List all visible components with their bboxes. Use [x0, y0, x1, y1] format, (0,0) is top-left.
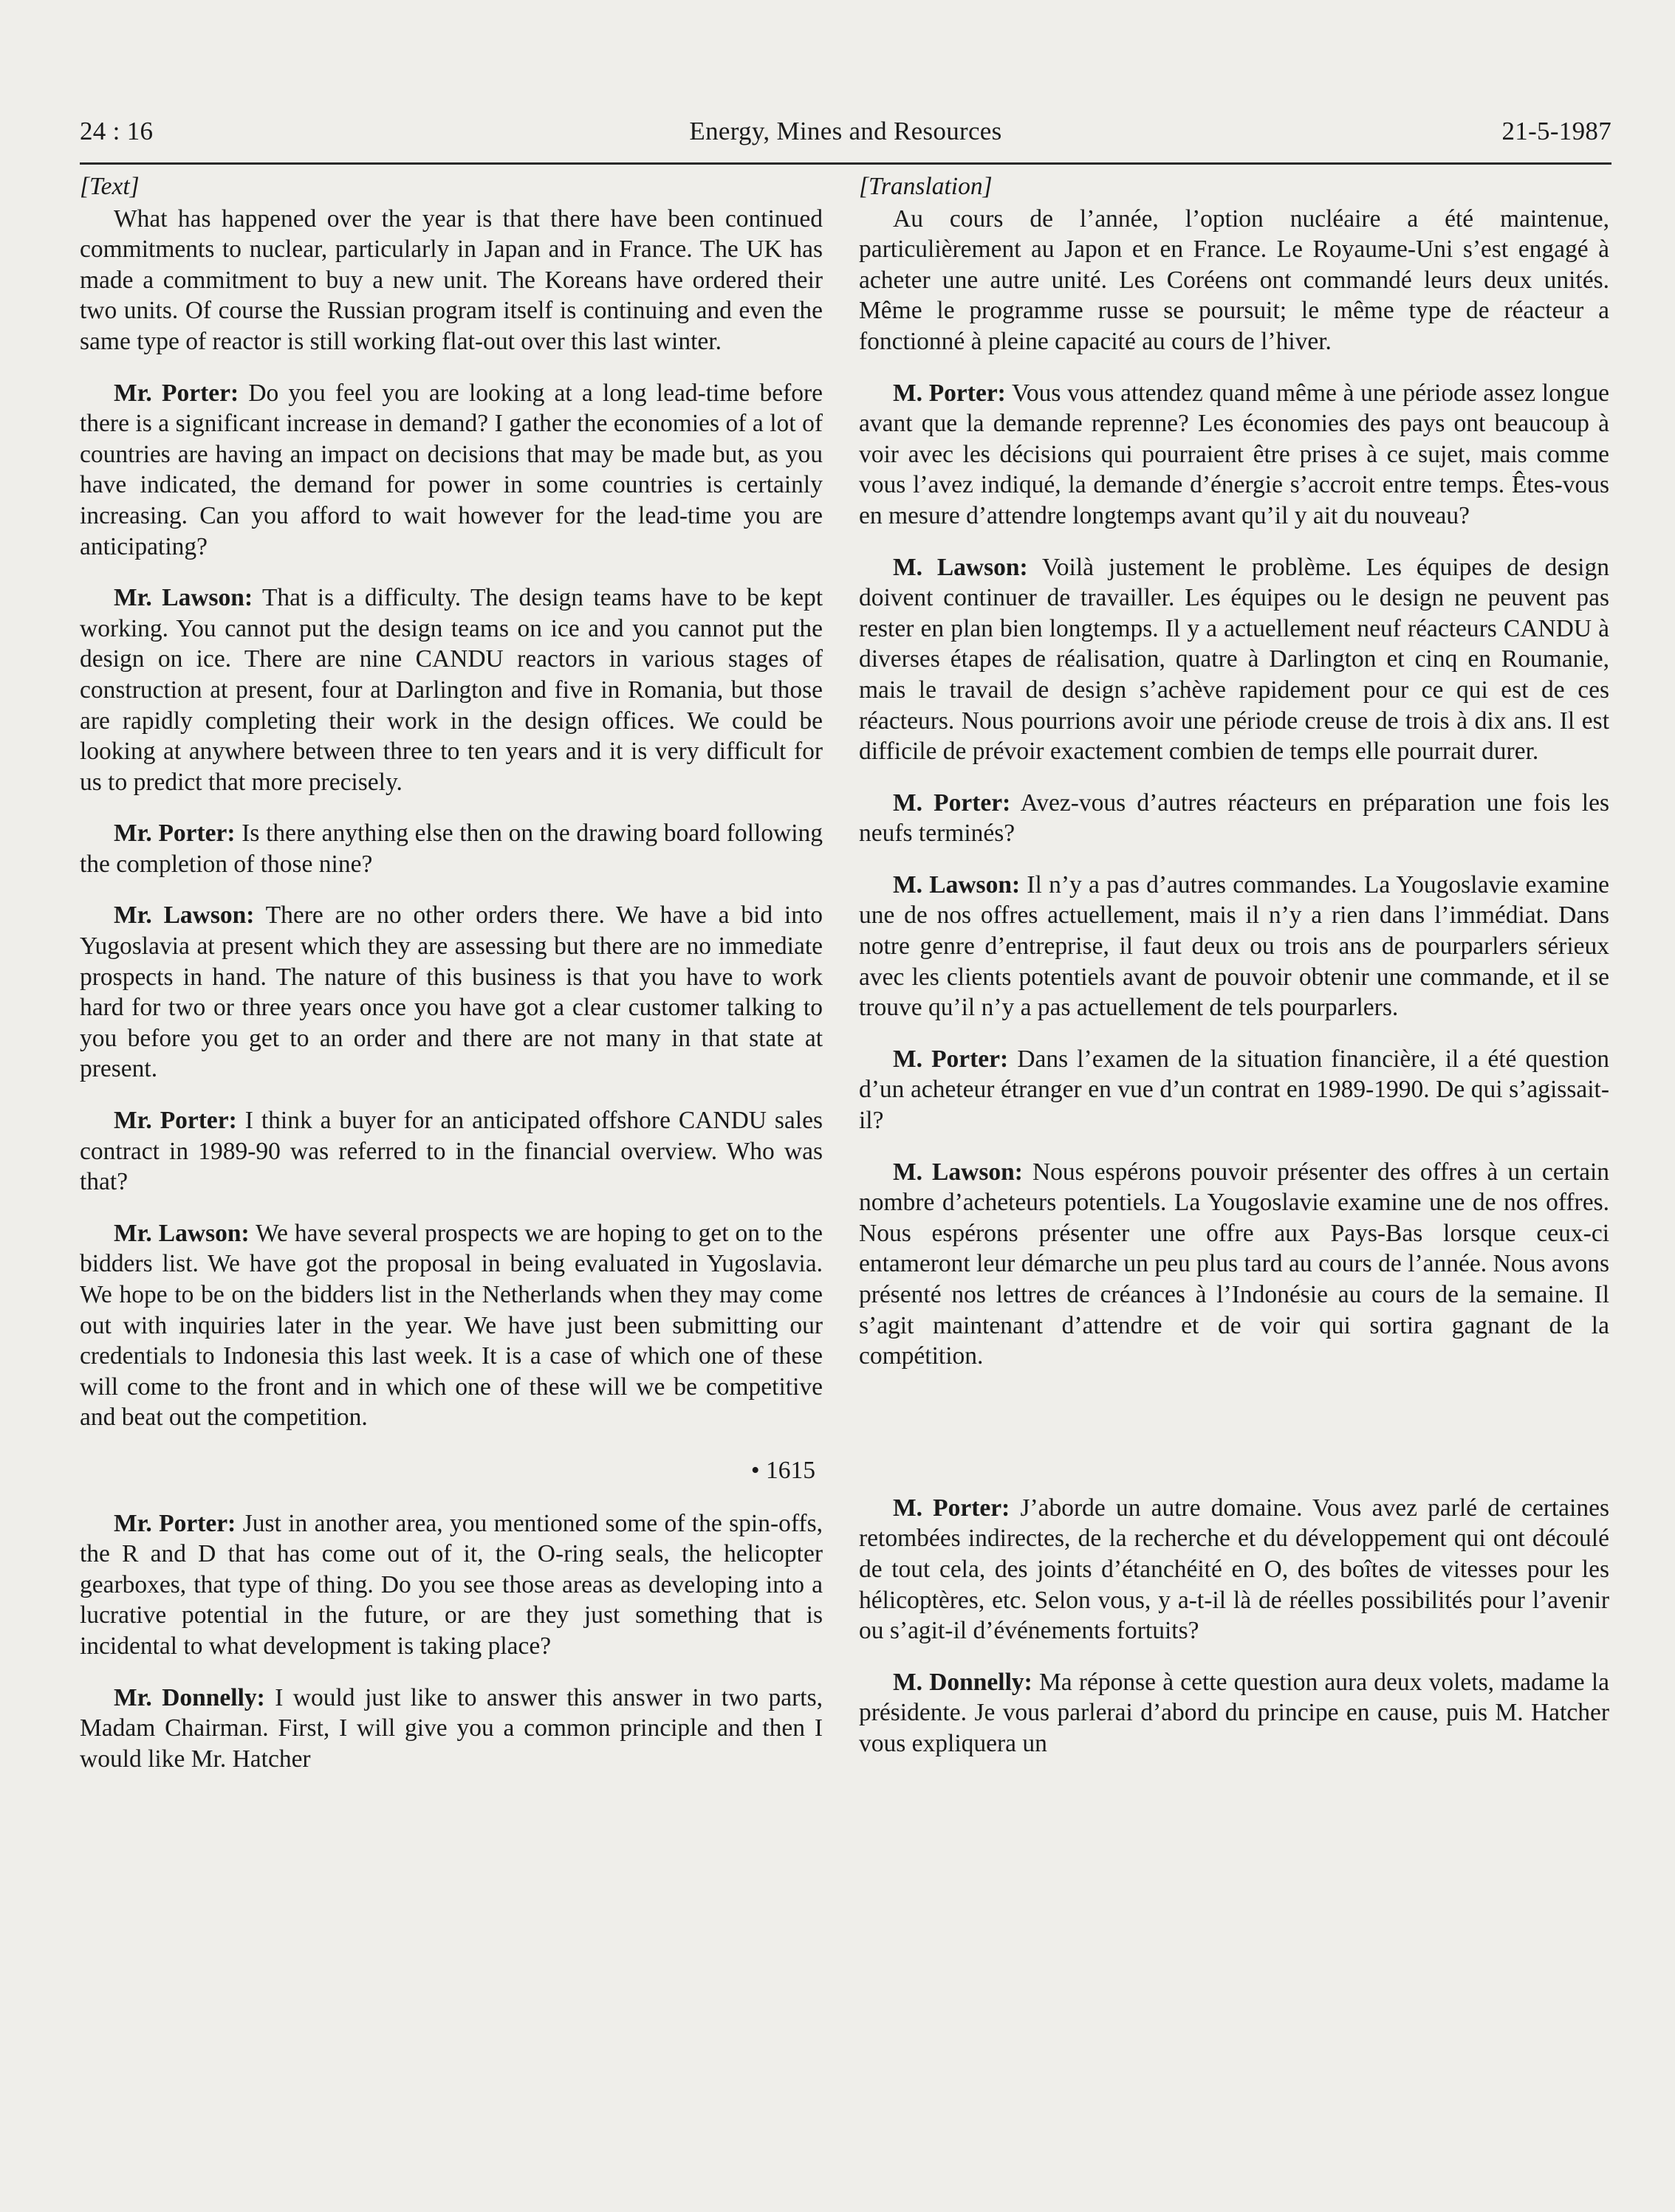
paragraph	[859, 378, 1609, 532]
speaker-name: M. Lawson:	[893, 553, 1028, 581]
left-column	[80, 171, 823, 1795]
paragraph-text: There are no other orders there. We have a bid into Yugoslavia at present which they are assessing but there are no immediate prospects in hand. The nature of this business is that you have to work hard for two or three years once you have got a clear customer talking to you before you get to an order and there are not many in that state at present.	[80, 901, 823, 1083]
paragraph-text: What has happened over the year is that there have been continued commitments to nuclear, particularly in Japan and in France. The UK has made a commitment to buy a new unit. The Koreans have ordered their two units. Of course the Russian program itself is continuing and even the same type of reactor is still working flat-out over this last winter.	[80, 205, 823, 355]
paragraph-text: J’aborde un autre domaine. Vous avez parlé de certaines retombées indirectes, de la recherche et du développement qui ont découlé de tout cela, des joints d’étanchéité en O, des boîtes de vitesses pour les hélicoptères, etc. Selon vous, y a-t-il là de réelles possibilités pour l’avenir ou s’agit-il d’événements fortuits?	[859, 1494, 1610, 1645]
speaker-name: M. Porter:	[893, 1045, 1009, 1073]
speaker-name: Mr. Porter:	[114, 379, 239, 407]
paragraph-text: Just in another area, you mentioned some of the spin-offs, the R and D that has come out of it, the O-ring seals, the helicopter gearboxes, that type of thing. Do you see those areas as developing into a lucrative potential in the future, or are they just something that is incidental to what development is taking place?	[80, 1509, 823, 1660]
paragraph-text: I think a buyer for an anticipated offshore CANDU sales contract in 1989-90 was referred to in the financial overview. Who was that?	[80, 1107, 823, 1196]
page-date: 21-5-1987	[1501, 117, 1611, 145]
section-label-text: [Text]	[80, 173, 140, 200]
speaker-name: M. Porter:	[893, 1494, 1010, 1522]
paragraph-text: Nous espérons pouvoir présenter des offres à un certain nombre d’acheteurs potentiels. La Yougoslavie examine une de nos offres. Nous espérons présenter une offre aux Pays-Bas lorsque ceux-ci entameront leur démarche un peu plus tard au cours de l’année. Nous avons présenté nos lettres de créances à l’Indonésie au cours de la semaine. Il s’agit maintenant d’attendre et de voir qui sortira gagnant de la compétition.	[859, 1158, 1610, 1370]
paragraph	[80, 583, 823, 797]
speaker-name: Mr. Lawson:	[114, 584, 253, 612]
speaker-name: M. Lawson:	[893, 1158, 1023, 1186]
paragraph	[859, 1157, 1609, 1372]
paragraph-text: Voilà justement le problème. Les équipes de design doivent continuer de travailler. Les équipes ou le design ne peuvent pas rester en plan bien longtemps. Il y a actuellement neuf réacteurs CANDU à diverses étapes de réalisation, quatre à Darlington et cinq en Roumanie, mais le travail de design s’achève rapidement pour ce qui est de ces réacteurs. Nous pourrions avoir une période creuse de trois à dix ans. Il est difficile de prévoir exactement combien de temps elle pourrait durer.	[859, 553, 1609, 766]
paragraph	[80, 818, 823, 879]
speaker-name: Mr. Porter:	[114, 1509, 236, 1537]
speaker-name: M. Donnelly:	[893, 1668, 1032, 1696]
time-marker: • 1615	[750, 1456, 815, 1484]
page-number: 24 : 16	[80, 117, 154, 145]
speaker-name: M. Porter:	[893, 379, 1006, 407]
paragraph-text: Vous vous attendez quand même à une période assez longue avant que la demande reprenne? Les économies des pays ont beaucoup à voir avec les décisions qui pourraient être prises à ce sujet, mais comme vous l’avez indiqué, la demande d’énergie s’accroit entre temps. Êtes-vous en mesure d’attendre longtemps avant qu’il y ait du nouveau?	[859, 379, 1609, 529]
speaker-name: Mr. Donnelly:	[114, 1683, 265, 1711]
paragraph-text: Do you feel you are looking at a long lead-time before there is a significant increase in demand? I gather the economies of a lot of countries are having an impact on decisions that may be made but, as you have indicated, the demand for power in some countries is certainly increasing. Can you afford to wait however for the lead-time you are anticipating?	[80, 379, 823, 560]
paragraph-text: Avez-vous d’autres réacteurs en préparation une fois les neufs terminés?	[859, 789, 1609, 848]
page-title: Energy, Mines and Resources	[689, 117, 1002, 145]
paragraph	[80, 1508, 823, 1662]
column-gap	[859, 1392, 1609, 1493]
speaker-name: Mr. Porter:	[114, 1107, 237, 1135]
section-label-translation: [Translation]	[859, 173, 993, 200]
paragraph	[859, 204, 1609, 357]
paragraph-text: Is there anything else then on the drawing board following the completion of those nine?	[80, 820, 823, 878]
page-header	[80, 117, 1611, 157]
paragraph	[80, 1105, 823, 1198]
paragraph-text: We have several prospects we are hoping to get on to the bidders list. We have got the proposal in being evaluated in Yugoslavia. We hope to be on the bidders list in the Netherlands when they may come out with inquiries later in the year. We have just been submitting our credentials to Indonesia this last week. It is a case of which one of these will come to the front and in which one of these will we be competitive and beat out the competition.	[80, 1219, 823, 1432]
paragraph-text: Il n’y a pas d’autres commandes. La Yougoslavie examine une de nos offres actuellement, mais il n’y a rien dans l’immédiat. Dans notre genre d’entreprise, il faut deux ou trois ans de pourparlers sérieux avec les clients potentiels avant de pouvoir obtenir une commande, et il se trouve qu’il n’y a pas actuellement de tels pourparlers.	[859, 870, 1610, 1022]
header-rule	[80, 162, 1611, 165]
paragraph	[859, 1044, 1609, 1136]
paragraph	[80, 204, 823, 357]
paragraph	[80, 1218, 823, 1433]
paragraph-text: Ma réponse à cette question aura deux volets, madame la présidente. Je vous parlerai d’abord du principe en cause, puis M. Hatcher vous expliquera un	[859, 1668, 1610, 1757]
paragraph	[80, 900, 823, 1085]
speaker-name: Mr. Lawson:	[114, 1219, 250, 1247]
paragraph-text: That is a difficulty. The design teams have to be kept working. You cannot put the design teams on ice and you cannot put the design on ice. There are nine CANDU reactors in various stages of construction at present, four at Darlington and five in Romania, but those are rapidly completing their work in the design offices. We could be looking at anywhere between three to ten years and it is very difficult for us to predict that more precisely.	[80, 584, 823, 796]
paragraph-text: Au cours de l’année, l’option nucléaire a été maintenue, particulièrement au Japon et en France. Le Royaume-Uni s’est engagé à acheter une autre unité. Les Coréens ont commandé leurs deux unités. Même le programme russe se poursuit; le même type de réacteur a fonctionné à pleine capacité au cours de l’hiver.	[859, 205, 1609, 355]
right-column	[859, 171, 1609, 1780]
speaker-name: M. Lawson:	[893, 870, 1021, 899]
paragraph	[80, 1683, 823, 1775]
paragraph-text: Dans l’examen de la situation financière, il a été question d’un acheteur étranger en vue d’un contrat en 1989-1990. De qui s’agissait-il?	[859, 1045, 1610, 1135]
speaker-name: Mr. Lawson:	[114, 901, 255, 930]
paragraph-text: I would just like to answer this answer in two parts, Madam Chairman. First, I will give you a common principle and then I would like Mr. Hatcher	[80, 1683, 823, 1773]
paragraph	[859, 1667, 1609, 1759]
speaker-name: M. Porter:	[893, 789, 1011, 817]
paragraph	[859, 1493, 1609, 1646]
paragraph	[80, 378, 823, 563]
paragraph	[859, 870, 1609, 1023]
paragraph	[859, 788, 1609, 849]
paragraph	[859, 552, 1609, 767]
speaker-name: Mr. Porter:	[114, 820, 236, 848]
